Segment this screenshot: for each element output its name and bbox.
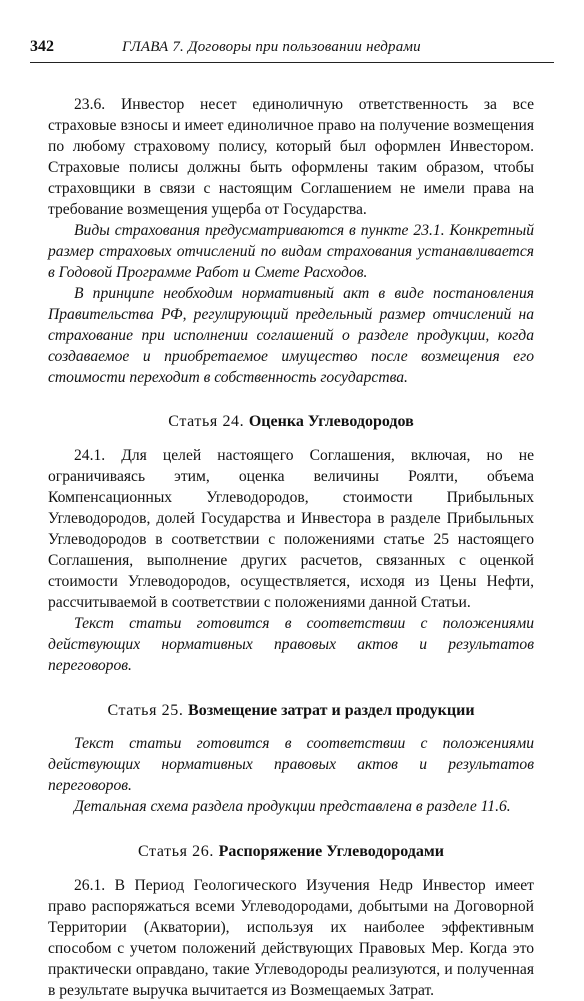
note-25-text: Текст статьи готовится в соответствии с положениями действующих нормативных правовых актов и результатов переговоров. <box>48 735 534 794</box>
article-26-title: Распоряжение Углеводородами <box>218 843 445 860</box>
article-24-heading <box>48 412 534 432</box>
page-number: 342 <box>30 38 54 55</box>
note-23-normative-act: В принципе необходим нормативный акт в виде постановления Правительства РФ, регулирующий предельный размер отчислений на страхование при исполнении соглашений о разделе продукции, когда создаваемое и приобретаемое имущество после возмещения его стоимости переходит в собственность государства. <box>48 285 534 386</box>
header-rule <box>30 62 554 63</box>
paragraph-24-1: 24.1. Для целей настоящего Соглашения, включая, но не ограничиваясь этим, оценка величины Роялти, объема Компенсационных Углеводородов, стоимости Прибыльных Углеводородов, долей Государства и Инвестора в разделе Прибыльных Углеводородов в соответствии с положениями статье 25 настоящего Соглашения, выполнение других расчетов, связанных с оценкой стоимости Углеводородов, осуществляется, исходя из Цены Нефти, рассчитываемой в соответствии с положениями данной Статьи. <box>48 447 534 611</box>
article-26-number: Статья 26. <box>137 843 214 860</box>
paragraph-23-6: 23.6. Инвестор несет единоличную ответственность за все страховые взносы и имеет единоличное право на получение возмещения по любому страховому полису, который был оформлен Инвестором. Страховые полисы должны быть оформлены таким образом, чтобы страховщики в связи с настоящим Соглашением не имели права на требование возмещения ущерба от Государства. <box>48 96 534 218</box>
note-23-insurance-types: Виды страхования предусматриваются в пункте 23.1. Конкретный размер страховых отчислений по видам страхования устанавливается в Годовой Программе Работ и Смете Расходов. <box>48 222 534 281</box>
note-24: Текст статьи готовится в соответствии с положениями действующих нормативных правовых актов и результатов переговоров. <box>48 615 534 674</box>
note-25-scheme: Детальная схема раздела продукции представлена в разделе 11.6. <box>74 798 511 815</box>
article-24-title: Оценка Углеводородов <box>248 413 414 430</box>
paragraph-26-1: 26.1. В Период Геологического Изучения Недр Инвестор имеет право распоряжаться всеми Углеводородами, добытыми на Договорной Территории (Акватории), используя их наиболее эффективным способом с учетом положений действующих Правовых Мер. Когда это практически оправдано, такие Углеводороды реализуются, и полученная в результате выручка вычитается из Возмещаемых Затрат. <box>48 877 534 999</box>
chapter-running-title: ГЛАВА 7. Договоры при пользовании недрами <box>122 39 421 55</box>
article-24-number: Статья 24. <box>168 413 245 430</box>
running-header <box>30 38 556 56</box>
article-25-heading <box>48 701 534 721</box>
article-26-heading <box>48 842 534 862</box>
article-25-number: Статья 25. <box>107 702 184 719</box>
page-body <box>48 94 534 1001</box>
article-25-title: Возмещение затрат и раздел продукции <box>188 702 475 719</box>
